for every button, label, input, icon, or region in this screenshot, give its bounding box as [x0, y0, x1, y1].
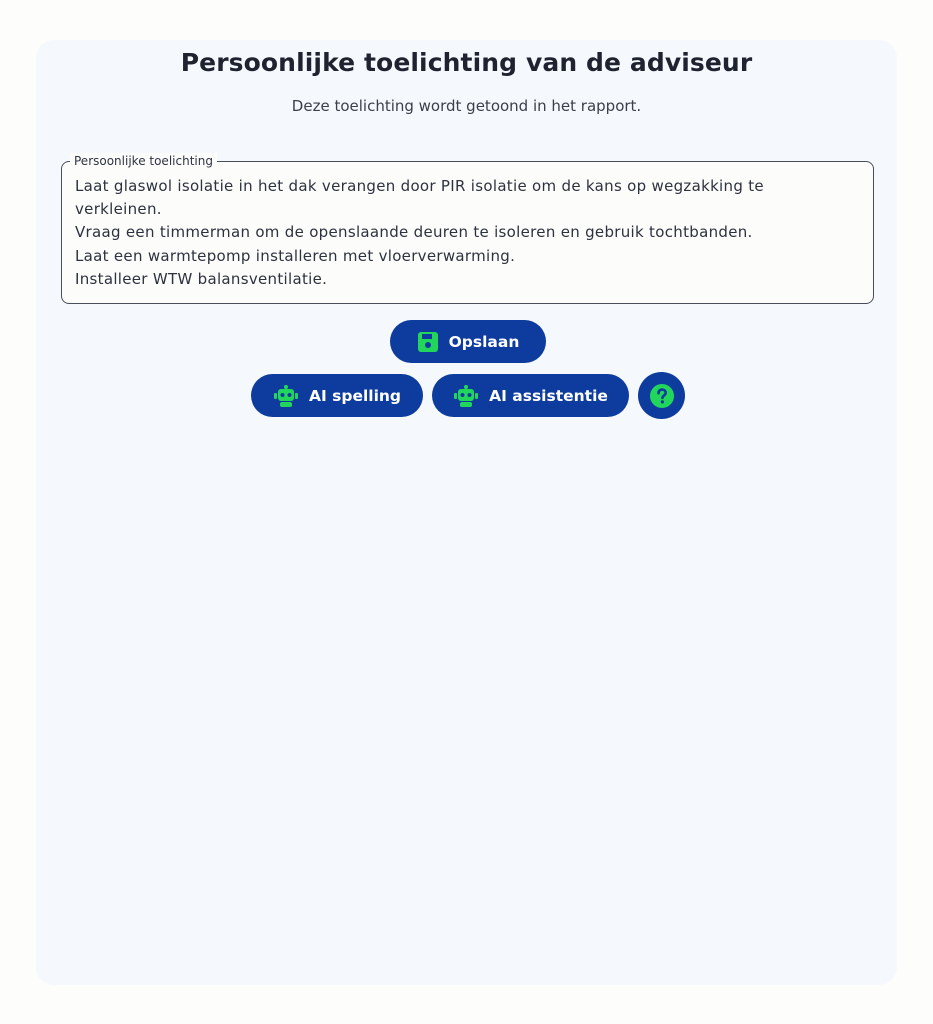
text-line: Vraag een timmerman om de openslaande deuren te isoleren en gebruik tochtbanden. — [75, 223, 753, 242]
text-line: verkleinen. — [75, 200, 162, 219]
text-line: Laat glaswol isolatie in het dak verangen door PIR isolatie om de kans op wegzakking te — [75, 177, 764, 195]
ai-assistant-label: AI assistentie — [489, 386, 608, 405]
robot-icon — [273, 385, 299, 407]
robot-icon — [453, 385, 479, 407]
help-button[interactable] — [638, 372, 685, 419]
save-button-label: Opslaan — [448, 332, 520, 351]
ai-assistant-button[interactable] — [432, 374, 629, 417]
text-line: Laat een warmtepomp installeren met vloerverwarming. — [75, 246, 516, 265]
text-line: Installeer WTW balansventilatie. — [75, 269, 328, 288]
floppy-disk-icon — [417, 331, 439, 353]
question-circle-icon — [650, 384, 674, 408]
ai-spelling-label: AI spelling — [308, 386, 402, 405]
page-subtitle: Deze toelichting wordt getoond in het rapport. — [291, 97, 642, 115]
toelichting-text[interactable] — [75, 175, 865, 291]
toelichting-label: Persoonlijke toelichting — [70, 153, 217, 169]
save-button[interactable] — [390, 320, 546, 363]
page-title: Persoonlijke toelichting van de adviseur — [180, 48, 753, 77]
ai-spelling-button[interactable] — [251, 374, 423, 417]
